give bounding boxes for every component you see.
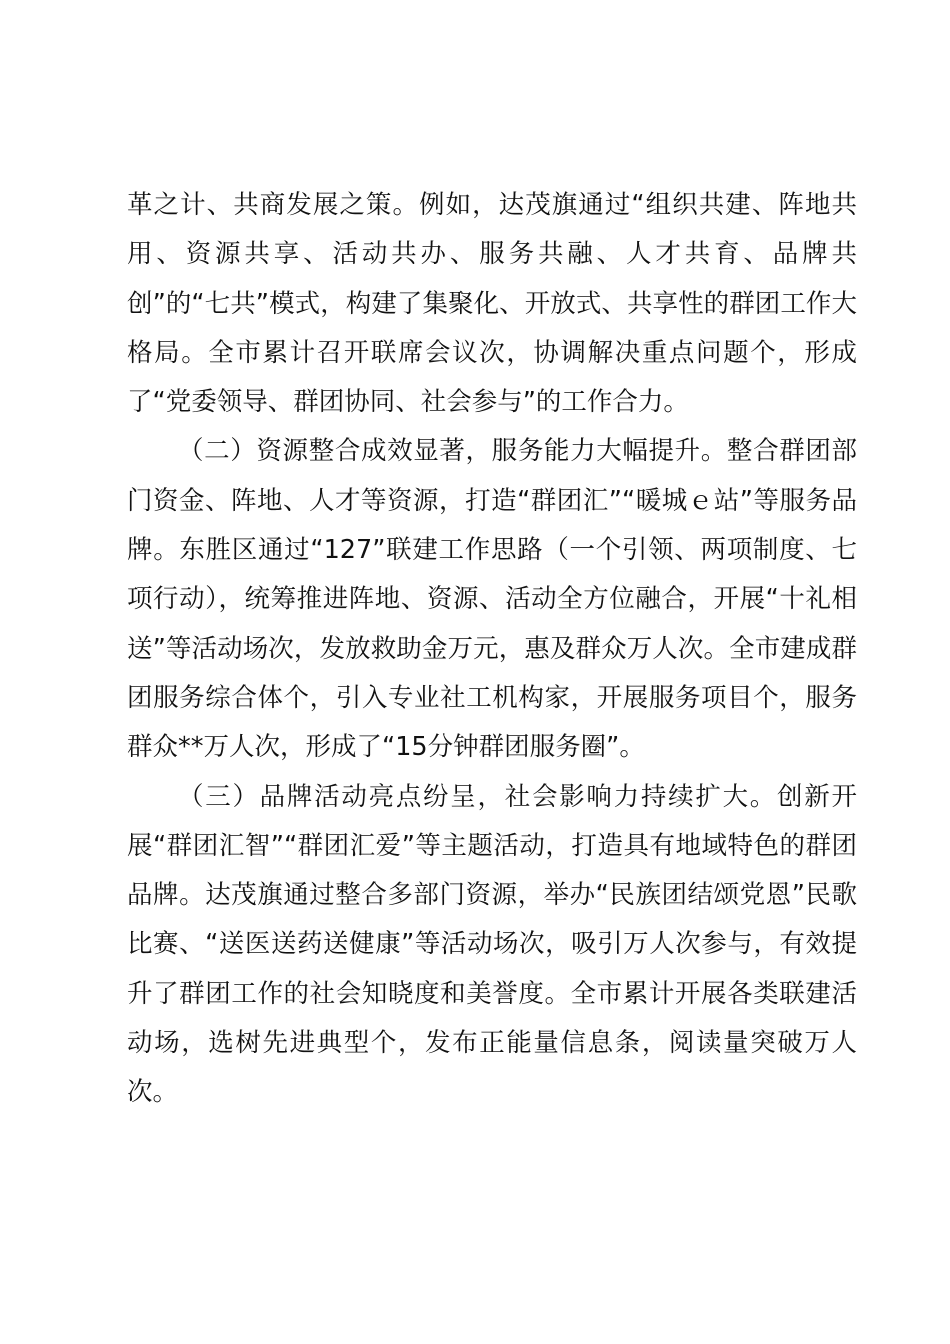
paragraph-brand-activities: （三）品牌活动亮点纷呈，社会影响力持续扩大。创新开展“群团汇智”“群团汇爱”等主题活动，打造具有地域特色的群团品牌。达茂旗通过整合多部门资源，举办“民族团结颂党恩”民歌比赛、“送医送药送健康”等活动场次，吸引万人次参与，有效提升了群团工作的社会知晓度和美誉度。全市累计开展各类联建活动场，选树先进典型个，发布正能量信息条，阅读量突破万人次。	[127, 781, 857, 1108]
document-body	[127, 181, 857, 1118]
paragraph-resource-integration: （二）资源整合成效显著，服务能力大幅提升。整合群团部门资金、阵地、人才等资源，打造“群团汇”“暖城ｅ站”等服务品牌。东胜区通过“127”联建工作思路（一个引领、两项制度、七项行动），统筹推进阵地、资源、活动全方位融合，开展“十礼相送”等活动场次，发放救助金万元，惠及群众万人次。全市建成群团服务综合体个，引入专业社工机构家，开展服务项目个，服务群众**万人次，形成了“15分钟群团服务圈”。	[127, 436, 857, 763]
paragraph-continuation: 革之计、共商发展之策。例如，达茂旗通过“组织共建、阵地共用、资源共享、活动共办、服务共融、人才共育、品牌共创”的“七共”模式，构建了集聚化、开放式、共享性的群团工作大格局。全市累计召开联席会议次，协调解决重点问题个，形成了“党委领导、群团协同、社会参与”的工作合力。	[127, 190, 857, 418]
